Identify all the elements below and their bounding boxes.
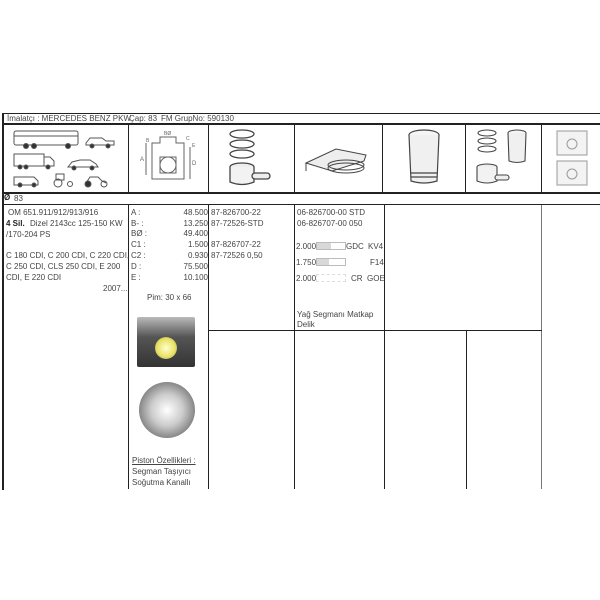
dimension-row: A : 48.500: [131, 208, 208, 217]
piston-cross-section-image: [543, 127, 600, 189]
piston-top-photo: [139, 382, 195, 438]
divider: [2, 113, 4, 490]
dimension-row: E : 10.100: [131, 273, 208, 282]
piston-ring-set-image: [210, 127, 293, 189]
divider: [2, 192, 600, 194]
ring-profile-icon: [316, 258, 346, 266]
piston-features-title: Piston Özellikleri :: [132, 456, 196, 465]
engine-spec-ps: /170-204 PS: [6, 230, 51, 239]
ring-code: KV4: [368, 242, 384, 251]
ring-width: 2.000: [296, 274, 317, 283]
divider: [465, 125, 466, 192]
dimension-row: C1 : 1.500: [131, 240, 208, 249]
dimension-row: C2 : 0.930: [131, 251, 208, 260]
divider: [209, 330, 542, 331]
dimension-row: D : 75.500: [131, 262, 208, 271]
group-label: FM GrupNo: 590130: [161, 114, 234, 123]
piston-part-number: 87-72526-STD: [211, 219, 264, 228]
ring-code: GOE: [367, 274, 385, 283]
piston-feature: Segman Taşıyıcı: [132, 467, 191, 476]
divider: [294, 125, 295, 192]
ring-width: 2.000: [296, 242, 317, 251]
divider: [128, 125, 129, 192]
svg-text:A: A: [140, 157, 145, 163]
diameter-icon: Ø: [4, 193, 11, 202]
engine-code: OM 651.911/912/913/916: [8, 208, 99, 217]
divider: [541, 205, 542, 489]
model-year: 2007...: [103, 284, 128, 293]
vehicle-types-icon: [10, 127, 125, 189]
piston-dimension-diagram: [130, 127, 207, 189]
pin-size: Pim: 30 x 66: [147, 293, 192, 302]
models-line: C 250 CDI, CLS 250 CDI, E 200: [6, 262, 121, 271]
svg-text:B: B: [146, 138, 150, 144]
ring-type: GDC: [346, 242, 364, 251]
divider: [294, 205, 295, 489]
dimension-row: B- : 13.250: [131, 219, 208, 228]
divider: [466, 330, 467, 489]
engine-spec: Dizel 2143cc 125-150 KW: [30, 219, 123, 228]
piston-feature: Soğutma Kanallı: [132, 478, 191, 487]
oil-ring-profile-icon: [316, 274, 346, 282]
svg-text:E: E: [192, 143, 196, 149]
oil-ring-note: Yağ Segmanı Matkap Delik: [297, 310, 374, 329]
svg-text:C: C: [186, 136, 190, 142]
svg-text:D: D: [192, 161, 197, 167]
piston-part-number: 87-826700-22: [211, 208, 261, 217]
divider: [208, 205, 209, 489]
ring-profile-icon: [316, 242, 346, 250]
piston-part-number: 87-826707-22: [211, 240, 261, 249]
cylinder-liner-image: [384, 127, 464, 189]
ring-part-number: 06-826707-00 050: [297, 219, 363, 228]
divider: [384, 205, 385, 489]
svg-text:BØ: BØ: [164, 131, 172, 137]
piston-kit-image: [467, 127, 540, 189]
diameter-value: 83: [14, 194, 23, 203]
models-line: CDI, E 220 CDI: [6, 273, 62, 282]
manufacturer-label: İmalatçı : MERCEDES BENZ PKW: [7, 114, 132, 123]
ring-width: 1.750: [296, 258, 317, 267]
dimension-row: BØ : 49.400: [131, 229, 208, 238]
divider: [208, 125, 209, 192]
cylinder-count: 4 Sil.: [6, 219, 25, 228]
divider: [382, 125, 383, 192]
models-line: C 180 CDI, C 200 CDI, C 220 CDI,: [6, 251, 130, 260]
bore-label: Çap: 83: [129, 114, 158, 123]
ring-type: CR: [351, 274, 363, 283]
divider: [2, 204, 600, 205]
piston-side-photo: [137, 317, 195, 367]
header-bar: [2, 113, 600, 125]
ring-compressor-image: [296, 127, 381, 189]
ring-part-number: 06-826700-00 STD: [297, 208, 366, 217]
divider: [128, 205, 129, 489]
ring-code: F14: [370, 258, 384, 267]
divider: [541, 125, 542, 192]
piston-part-number: 87-72526 0,50: [211, 251, 263, 260]
